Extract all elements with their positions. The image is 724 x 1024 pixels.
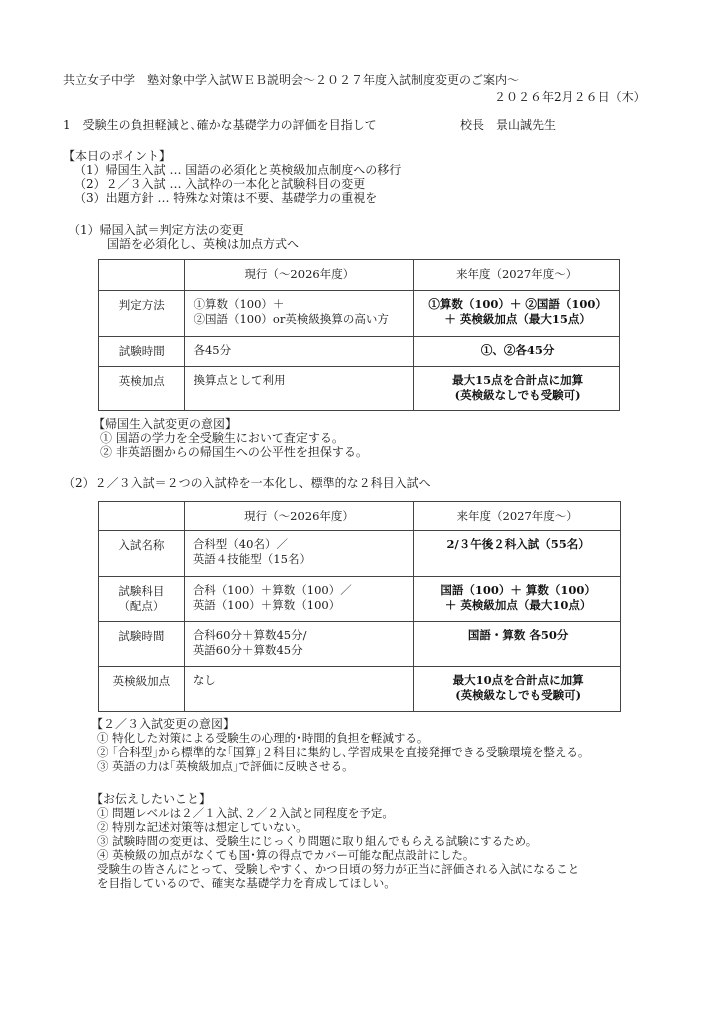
- row-label: 判定方法: [118, 298, 165, 312]
- table-header-next: 来年度（2027年度～）: [414, 260, 620, 291]
- intent-item: ① 特化した対策による受験生の心理的･時間的負担を軽減する。: [97, 731, 429, 745]
- row-label: （配点）: [118, 599, 165, 613]
- table-row: [99, 577, 621, 622]
- row-label: 英検加点: [118, 374, 165, 388]
- table-header-current: 現行（～2026年度）: [185, 260, 414, 291]
- table-row: [99, 667, 621, 712]
- row-label: 試験時間: [118, 344, 165, 358]
- current-value: なし: [192, 673, 216, 687]
- intent-item: ① 国語の学力を全受験生において査定する。: [100, 431, 344, 445]
- current-value: 英語４技能型（15名）: [192, 552, 311, 566]
- message-closing: 受験生の皆さんにとって、受験しやすく、かつ日頃の努力が正当に評価される入試になること: [97, 862, 580, 876]
- part1-subheading: 国語を必須化し、英検は加点方式へ: [107, 237, 300, 251]
- current-value: 英語（100）＋算数（100）: [192, 598, 341, 612]
- message-item: ③ 試験時間の変更は、受験生にじっくり問題に取り組んでもらえる試験にするため。: [97, 834, 538, 848]
- next-value: ＋ 英検級加点（最大10点）: [444, 598, 592, 612]
- current-value: ①算数（100）＋: [193, 297, 285, 311]
- row-label: 英検級加点: [112, 674, 171, 688]
- points-title: 【本日のポイント】: [63, 149, 172, 163]
- part2-intent-title: 【２／３入試変更の意図】: [91, 717, 236, 731]
- message-closing: を目指しているので、確実な基礎学力を育成してほしい。: [97, 876, 396, 890]
- table-row: [99, 367, 620, 411]
- returnee-exam-table: [98, 259, 620, 411]
- table-header-current: 現行（～2026年度）: [184, 502, 413, 531]
- row-label: 試験科目: [118, 584, 165, 598]
- part2-heading: （2）２／３入試＝２つの入試枠を一本化し、標準的な２科目入試へ: [63, 476, 431, 490]
- feb3-exam-table: [98, 501, 621, 712]
- current-value: 各45分: [193, 343, 232, 357]
- point-item: （3）出題方針 … 特殊な対策は不要、基礎学力の重視を: [74, 191, 378, 205]
- next-value: (英検級なしでも受験可): [454, 388, 581, 402]
- intent-item: ② ｢合科型｣から標準的な｢国算｣２科目に集約し､学習成果を直接発揮できる受験環境を整える。: [97, 745, 590, 759]
- next-value: 国語・算数 各50分: [467, 628, 569, 642]
- intent-item: ③ 英語の力は｢英検級加点｣で評価に反映させる。: [97, 759, 354, 773]
- next-value: ①算数（100）＋ ②国語（100）: [428, 297, 607, 311]
- document-title: 共立女子中学 塾対象中学入試ＷＥＢ説明会～２０２７年度入試制度変更のご案内～: [63, 73, 520, 87]
- message-item: ④ 英検級の加点がなくても国･算の得点でカバー可能な配点設計にした。: [97, 848, 475, 862]
- current-value: 合科60分＋算数45分/: [192, 628, 307, 642]
- next-value: 国語（100）＋ 算数（100）: [440, 583, 596, 597]
- current-value: 合科型（40名）／: [192, 537, 288, 551]
- next-value: (英検級なしでも受験可): [455, 688, 582, 702]
- document-date: ２０２６年2月２６日（木）: [494, 90, 646, 104]
- next-value: 2/３午後２科入試（55名）: [446, 537, 590, 551]
- next-value: ＋ 英検級加点（最大15点）: [444, 312, 591, 326]
- point-item: （1）帰国生入試 … 国語の必須化と英検級加点制度への移行: [74, 163, 402, 177]
- row-label: 試験時間: [118, 629, 165, 643]
- table-header-empty: [99, 502, 185, 531]
- row-label: 入試名称: [118, 538, 165, 552]
- current-value: 英語60分＋算数45分: [192, 643, 303, 657]
- table-row: [99, 531, 621, 577]
- intent-item: ② 非英語圏からの帰国生への公平性を担保する。: [100, 445, 368, 459]
- table-header-row: [99, 502, 621, 531]
- speaker: 校長 景山誠先生: [460, 118, 557, 132]
- section-heading: 1 受験生の負担軽減と､確かな基礎学力の評価を目指して: [63, 118, 377, 132]
- part1-heading: （1）帰国入試＝判定方法の変更: [68, 223, 244, 237]
- current-value: ②国語（100）or英検級換算の高い方: [193, 312, 389, 326]
- next-value: 最大15点を合計点に加算: [452, 373, 584, 387]
- table-row: [99, 337, 620, 367]
- point-item: （2）２／３入試 … 入試枠の一本化と試験科目の変更: [74, 177, 366, 191]
- part1-intent-title: 【帰国生入試変更の意図】: [93, 417, 238, 431]
- table-row: [99, 291, 620, 337]
- table-header-next: 来年度（2027年度～）: [414, 502, 621, 531]
- message-title: 【お伝えしたいこと】: [91, 792, 212, 806]
- current-value: 換算点として利用: [193, 373, 286, 387]
- table-header-row: [99, 260, 620, 291]
- next-value: ①、②各45分: [480, 343, 555, 357]
- table-row: [99, 622, 621, 667]
- next-value: 最大10点を合計点に加算: [452, 673, 584, 687]
- message-item: ① 問題レベルは２／１入試､２／２入試と同程度を予定。: [97, 806, 394, 820]
- current-value: 合科（100）＋算数（100）／: [192, 583, 352, 597]
- table-header-empty: [99, 260, 185, 291]
- message-item: ② 特別な記述対策等は想定していない。: [97, 820, 308, 834]
